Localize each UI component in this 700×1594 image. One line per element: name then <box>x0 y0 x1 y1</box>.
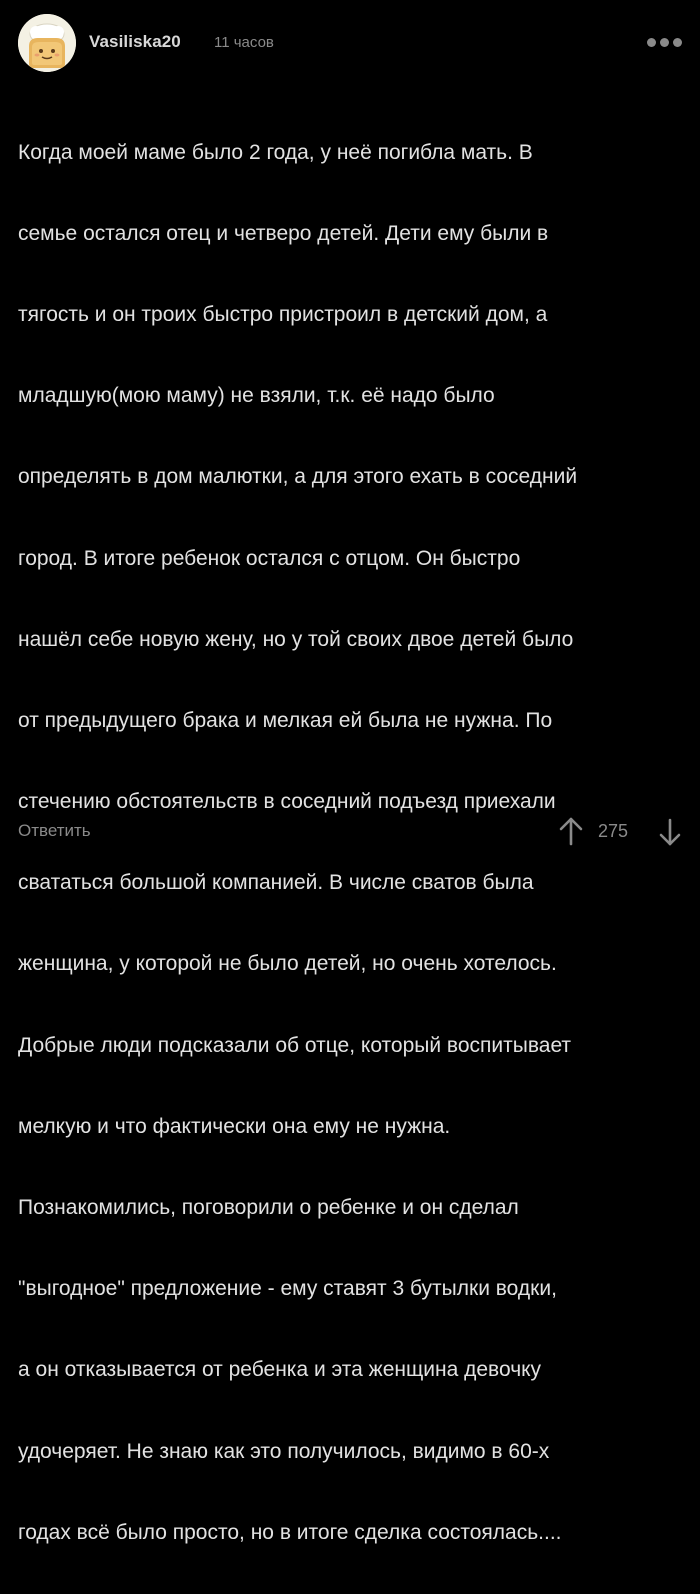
more-dots-icon[interactable] <box>642 30 682 54</box>
comment-line: семье остался отец и четверо детей. Дети ему были в <box>18 221 549 245</box>
dot <box>647 38 656 47</box>
comment-line: город. В итоге ребенок остался с отцом. Он быстро <box>18 546 521 570</box>
comment-line: Познакомились, поговорили о ребенке и он сделал <box>18 1196 519 1220</box>
comment-line: определять в дом малютки, а для этого ехать в соседний <box>18 465 578 489</box>
reply-button[interactable]: Ответить <box>18 821 91 840</box>
comment-line: женщина, у которой не было детей, но очень хотелось. <box>18 952 557 976</box>
comment-line: свататься большой компанией. В числе сватов была <box>18 871 534 895</box>
comment-footer <box>18 812 682 852</box>
rating-value: 275 <box>598 821 629 841</box>
dot <box>673 38 682 47</box>
comment-line: "выгодное" предложение - ему ставят 3 бутылки водки, <box>18 1277 557 1301</box>
comment-line: Добрые люди подсказали об отце, который воспитывает <box>18 1033 572 1057</box>
author-name[interactable]: Vasiliska20 <box>89 32 181 51</box>
comment-line: мелкую и что фактически она ему не нужна. <box>18 1114 451 1138</box>
comment-line: удочеряет. Не знаю как это получилось, видимо в 60-х <box>18 1439 550 1463</box>
comment-line: младшую(мою маму) не взяли, т.к. её надо было <box>18 384 495 408</box>
comment-line: Когда моей маме было 2 года, у неё погибла мать. В <box>18 140 533 164</box>
comment-line: от предыдущего брака и мелкая ей была не нужна. По <box>18 708 553 732</box>
comment-line: нашёл себе новую жену, но у той своих двое детей было <box>18 627 574 651</box>
comment-header <box>18 14 682 74</box>
dot <box>660 38 669 47</box>
arrow-up-icon[interactable] <box>558 816 584 846</box>
comment-line: тягость и он троих быстро пристроил в детский дом, а <box>18 302 548 326</box>
arrow-down-icon[interactable] <box>658 818 682 848</box>
comment-line: стечению обстоятельств в соседний подъезд приехали <box>18 790 556 814</box>
chef-bread-avatar-icon[interactable] <box>18 14 76 72</box>
comment-line: а он отказывается от ребенка и эта женщина девочку <box>18 1358 542 1382</box>
comment-time: 11 часов <box>214 34 274 51</box>
comment-line: годах всё было просто, но в итоге сделка состоялась.... <box>18 1520 562 1544</box>
